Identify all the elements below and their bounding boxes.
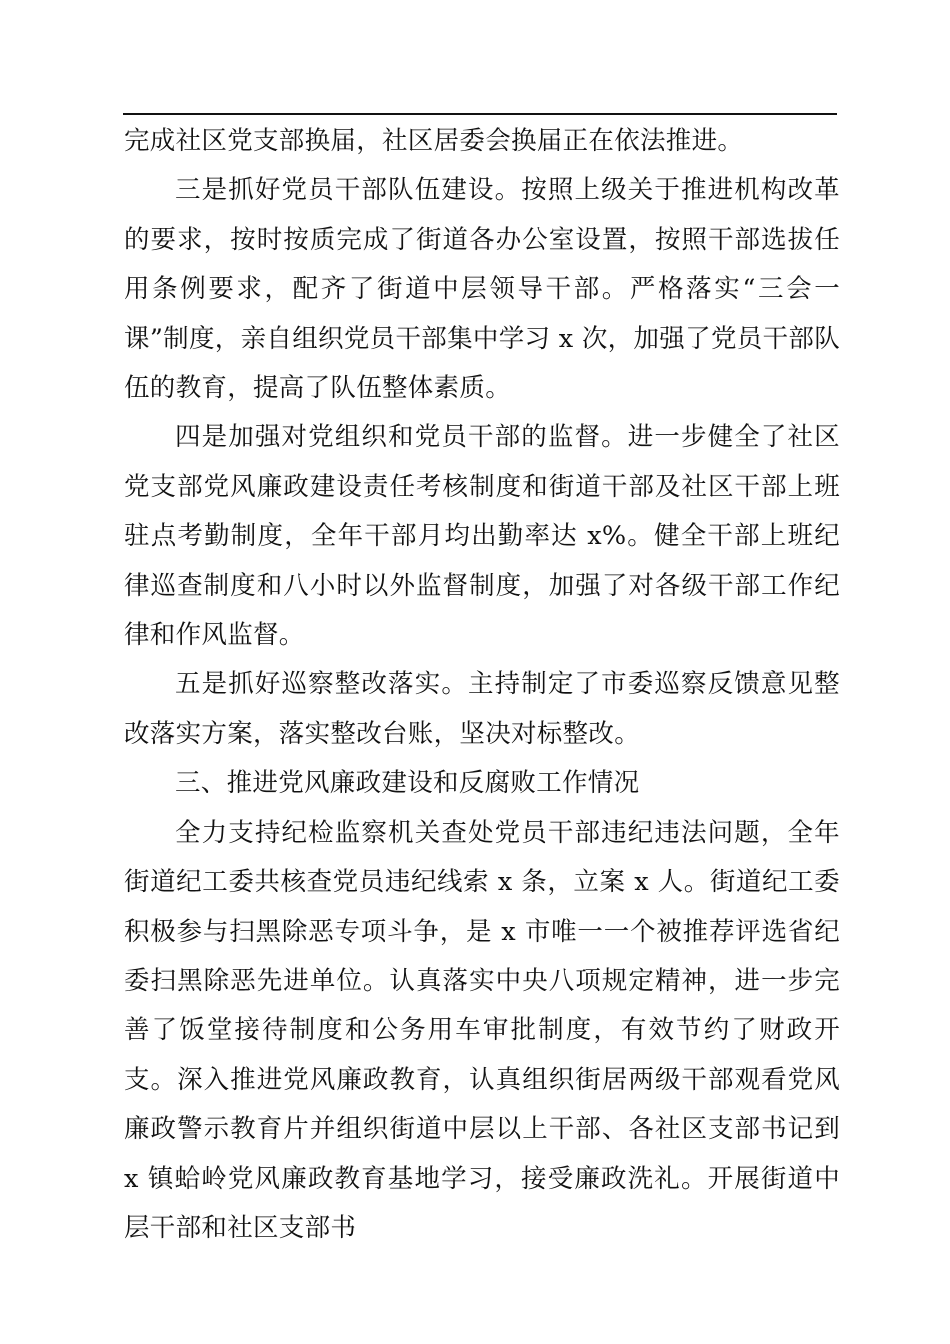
paragraph-supervision: 四是加强对党组织和党员干部的监督。进一步健全了社区党支部党风廉政建设责任考核制度和街道干部及社区干部上班驻点考勤制度，全年干部月均出勤率达 x%。健全干部上班纪律巡查制度和八小时以外监督制度，加强了对各级干部工作纪律和作风监督。 (124, 422, 840, 651)
paragraph-continuation: 完成社区党支部换届，社区居委会换届正在依法推进。 (124, 126, 744, 156)
section-heading: 三、推进党风廉政建设和反腐败工作情况 (175, 768, 640, 799)
paragraph-anti-corruption: 全力支持纪检监察机关查处党员干部违纪违法问题，全年街道纪工委共核查党员违纪线索 x 条，立案 x 人。街道纪工委积极参与扫黑除恶专项斗争，是 x 市唯一一个被推荐评选省纪委扫黑除恶先进单位。认真落实中央八项规定精神，进一步完善了饭堂接待制度和公务用车审批制度，有效节约了财政开支。深入推进党风廉政教育，认真组织街居两级干部观看党风廉政警示教育片并组织街道中层以上干部、各社区支部书记到 x 镇蛤岭党风廉政教育基地学习，接受廉政洗礼。开展街道中层干部和社区支部书 (124, 817, 840, 1243)
paragraph-team-building: 三是抓好党员干部队伍建设。按照上级关于推进机构改革的要求，按时按质完成了街道各办公室设置，按照干部选拔任用条例要求，配齐了街道中层领导干部。严格落实“三会一课”制度，亲自组织党员干部集中学习 x 次，加强了党员干部队伍的教育，提高了队伍整体素质。 (124, 175, 840, 404)
document-body (124, 117, 840, 1253)
paragraph-inspection-rectification: 五是抓好巡察整改落实。主持制定了市委巡察反馈意见整改落实方案，落实整改台账，坚决对标整改。 (124, 669, 840, 749)
header-divider (123, 113, 837, 115)
